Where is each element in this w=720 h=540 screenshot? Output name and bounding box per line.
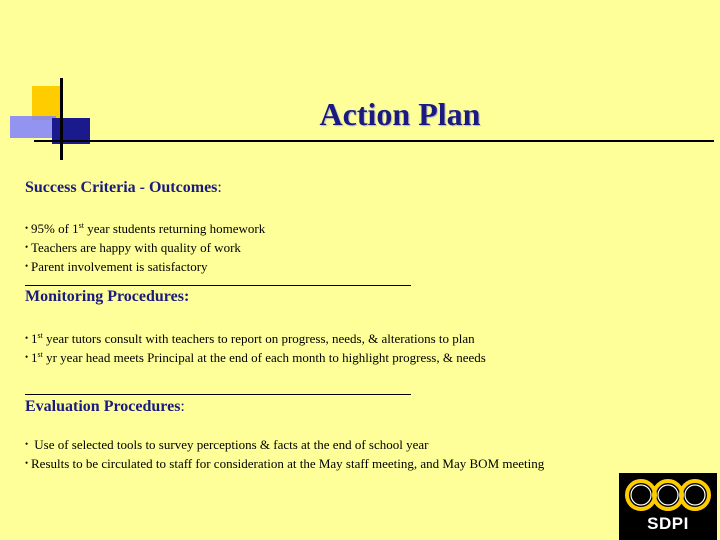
bullet-icon: • xyxy=(25,261,29,271)
item-text: Results to be circulated to staff for consideration at the May staff meeting, and May BOM meeting xyxy=(31,456,545,471)
list-item xyxy=(25,219,265,238)
title-underline xyxy=(34,140,714,142)
item-text: Parent involvement is satisfactory xyxy=(31,259,208,274)
item-text: 1 xyxy=(31,331,38,346)
section-divider xyxy=(25,394,411,395)
bullet-icon: • xyxy=(25,242,29,252)
list-item xyxy=(25,435,544,454)
decor-vertical-line xyxy=(60,78,63,160)
bullet-icon: • xyxy=(25,333,29,343)
list-item xyxy=(25,454,544,473)
evaluation-procedures-list xyxy=(25,435,544,473)
item-text: 1 xyxy=(31,350,38,365)
monitoring-procedures-list xyxy=(25,329,486,367)
logo-text: SDPI xyxy=(647,514,689,533)
list-item xyxy=(25,238,265,257)
item-superscript: st xyxy=(37,331,43,340)
title-decoration xyxy=(0,0,100,170)
item-text: 95% of 1 xyxy=(31,221,79,236)
list-item xyxy=(25,348,486,367)
success-criteria-list xyxy=(25,219,265,276)
section-divider xyxy=(25,285,411,286)
bullet-icon: • xyxy=(25,439,29,449)
heading-colon: : xyxy=(180,398,185,415)
section-heading-success-criteria xyxy=(25,179,222,197)
slide-title: Action Plan xyxy=(319,96,481,132)
heading-text: Success Criteria - Outcomes xyxy=(25,179,218,196)
item-text-suffix: year tutors consult with teachers to report on progress, needs, & alterations to plan xyxy=(42,331,475,346)
item-text-suffix: yr year head meets Principal at the end of each month to highlight progress, & needs xyxy=(42,350,486,365)
list-item xyxy=(25,329,486,348)
decor-yellow-square xyxy=(32,86,62,120)
item-text: Teachers are happy with quality of work xyxy=(31,240,241,255)
list-item xyxy=(25,257,265,276)
item-superscript: st xyxy=(37,350,43,359)
section-heading-monitoring xyxy=(25,288,189,306)
bullet-icon: • xyxy=(25,223,29,233)
item-text-suffix: year students returning homework xyxy=(84,221,266,236)
sdpi-logo xyxy=(619,473,717,540)
decor-blue-square xyxy=(10,116,56,138)
heading-colon: : xyxy=(217,179,222,196)
sdpi-logo-rings-icon xyxy=(619,473,717,517)
heading-colon: : xyxy=(183,288,190,305)
heading-text: Evaluation Procedures xyxy=(25,398,181,415)
item-superscript: st xyxy=(78,221,85,230)
bullet-icon: • xyxy=(25,458,29,468)
item-text: Use of selected tools to survey perceptions & facts at the end of school year xyxy=(31,437,429,452)
section-heading-evaluation xyxy=(25,398,185,416)
bullet-icon: • xyxy=(25,352,29,362)
heading-text: Monitoring Procedures xyxy=(25,288,184,305)
